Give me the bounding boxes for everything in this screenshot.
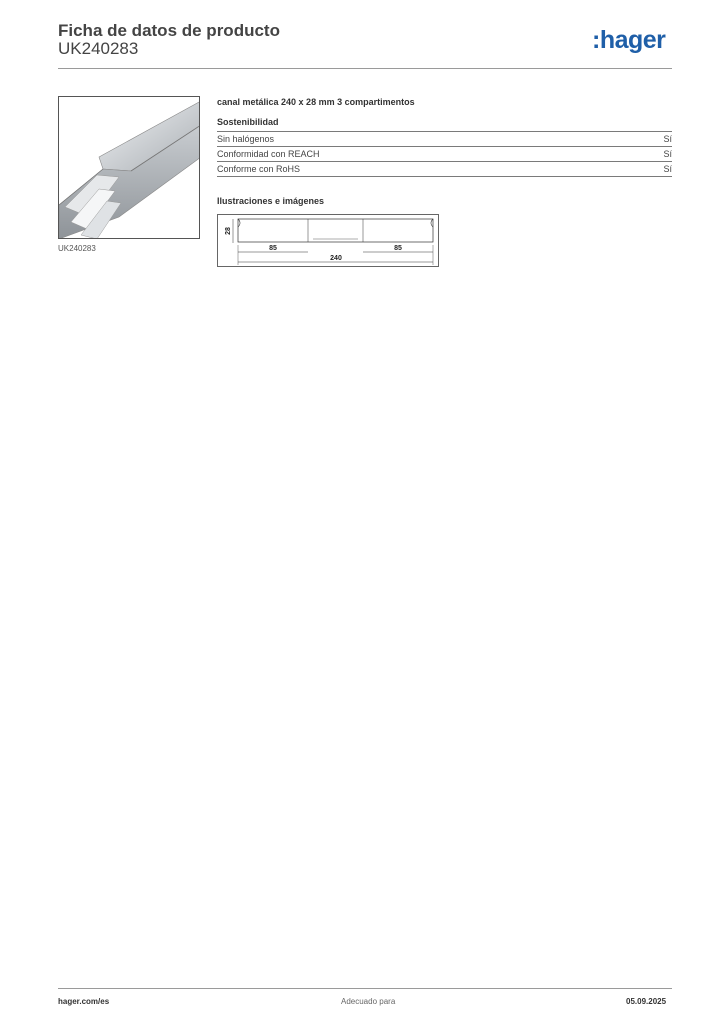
row-value: Sí <box>663 134 672 144</box>
product-photo <box>58 96 200 239</box>
product-code: UK240283 <box>58 39 139 58</box>
right-width-label: 85 <box>394 245 402 252</box>
row-label: Sin halógenos <box>217 134 275 144</box>
sustainability-title: Sostenibilidad <box>217 117 279 127</box>
table-row <box>217 161 672 177</box>
footer-divider <box>58 988 672 989</box>
row-label: Conforme con RoHS <box>217 164 301 174</box>
header-divider <box>58 68 672 69</box>
product-description: canal metálica 240 x 28 mm 3 compartimentos <box>217 97 415 107</box>
page-title: Ficha de datos de producto <box>58 21 280 40</box>
left-width-label: 85 <box>269 245 277 252</box>
photo-caption: UK240283 <box>58 244 96 253</box>
hager-logo: :hager <box>592 26 666 54</box>
dimension-diagram <box>218 215 438 266</box>
dimension-drawing <box>217 214 439 267</box>
table-row <box>217 146 672 161</box>
row-value: Sí <box>663 164 672 174</box>
website-link[interactable]: hager.com/es <box>58 997 110 1006</box>
footer-date: 05.09.2025 <box>626 997 667 1006</box>
total-width-label: 240 <box>330 255 342 262</box>
sustainability-table <box>217 131 672 177</box>
illustrations-title: Ilustraciones e imágenes <box>217 196 325 206</box>
footer-suitable-for: Adecuado para <box>341 997 396 1006</box>
cable-trunking-image <box>59 97 200 239</box>
row-label: Conformidad con REACH <box>217 149 320 159</box>
height-dimension-label: 28 <box>225 227 232 235</box>
row-value: Sí <box>663 149 672 159</box>
table-row <box>217 131 672 146</box>
